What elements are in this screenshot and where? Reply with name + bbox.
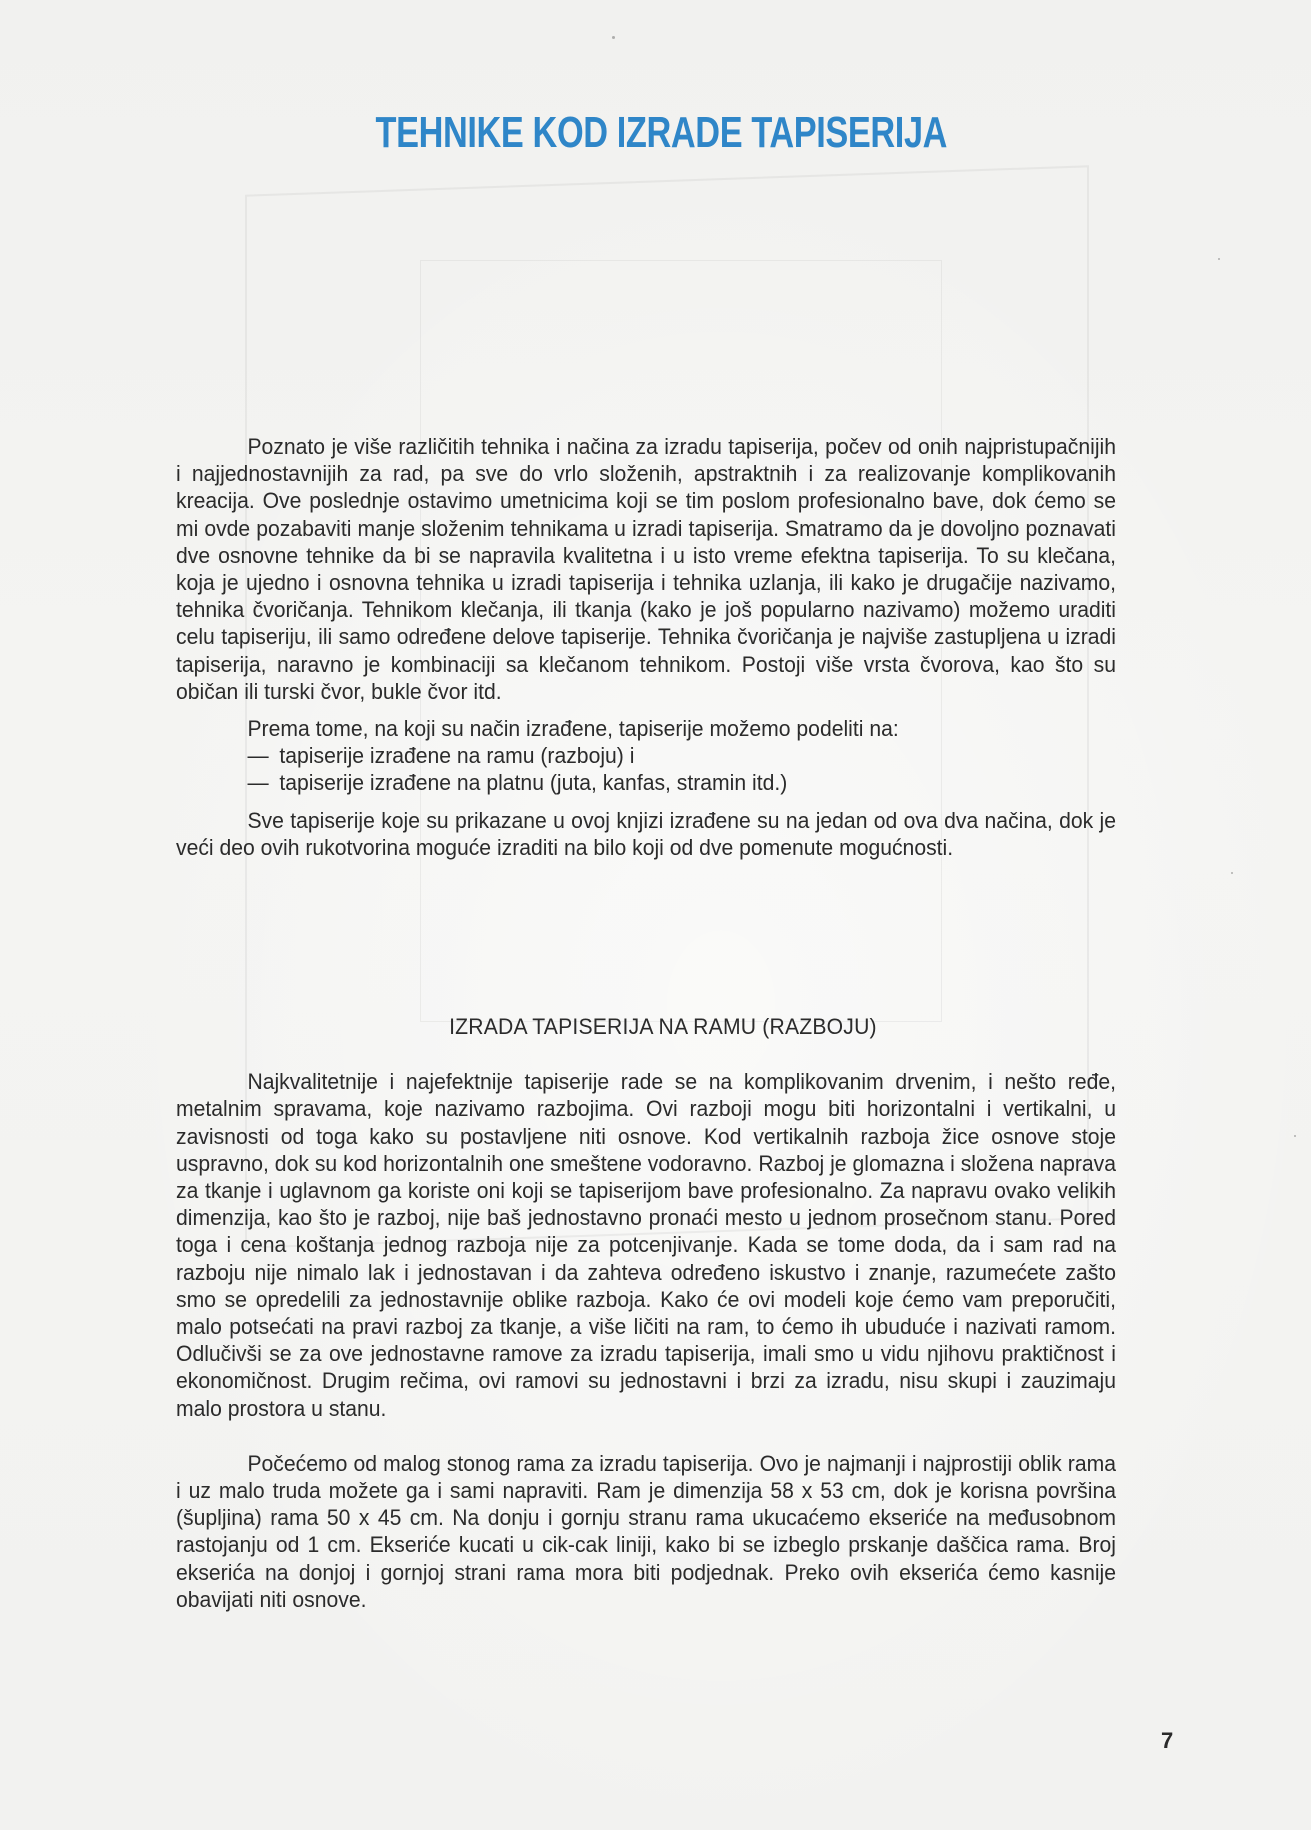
- list-item: [176, 769, 1116, 796]
- list-item-text: tapiserije izrađene na ramu (razboju) i: [279, 743, 635, 769]
- list-dash: —: [247, 743, 269, 769]
- section-frame-weaving: [176, 1013, 1116, 1613]
- summary-paragraph: Sve tapiserije koje su prikazane u ovoj knjizi izrađene su na jedan od ova dva načina, dok je veći deo ovih rukotvorina moguće izraditi na bilo koji od dve pomenute mogućnosti.: [176, 807, 1116, 860]
- table-frame-paragraph: Počećemo od malog stonog rama za izradu tapiserija. Ovo je najmanji i najprostiji oblik rama i uz malo truda možete ga i sami napraviti. Ram je dimenzija 58 x 53 cm, dok je korisna površina (šupljina) rama 50 x 45 cm. Na donju i gornju stranu rama ukucaćemo ekseriće na međusobnom rastojanju od 1 cm. Ekseriće kucati u cik-cak liniji, kako bi se izbeglo prskanje daščica rama. Broj ekserića na donjoj i gornjoj strani rama mora biti podjednak. Preko ovih ekserića ćemo kasnije obavijati niti osnove.: [176, 1450, 1116, 1612]
- paper-speck: [1218, 258, 1220, 260]
- page-title: TEHNIKE KOD IZRADE TAPISERIJA: [375, 108, 948, 157]
- division-lead-paragraph: Prema tome, na koji su način izrađene, tapiserije možemo podeliti na:: [247, 716, 899, 742]
- list-dash: —: [247, 770, 269, 796]
- page-number: 7: [1161, 1728, 1174, 1753]
- paper-speck: [1231, 872, 1233, 874]
- list-item: [176, 742, 1116, 769]
- loom-paragraph: Najkvalitetnije i najefektnije tapiserije rade se na komplikovanim drvenim, i nešto ređe, metalnim spravama, koje nazivamo razbojima. Ovi razboji mogu biti horizontalni i vertikalni, u zavisnosti od toga kako su postavljene niti osnove. Kod vertikalnih razboja žice osnove stoje uspravno, dok su kod horizontalnih one smeštene vodoravno. Razboj je glomazna i složena naprava za tkanje i uglavnom ga koriste oni koji se tapiserijom bave profesionalno. Za napravu ovako velikih dimenzija, kao što je razboj, nije baš jednostavno pronaći mesto u jednom prosečnom stanu. Pored toga i cena koštanja jednog razboja nije za potcenjivanje. Kada se tome doda, da i sam rad na razboju nije nimalo lak i jednostavan i da zahteva određeno iskustvo i znanje, razumećete zašto smo se opredelili za jednostavnije oblike razboja. Kako će ovi modeli koje ćemo vam preporučiti, malo potsećati na pravi razboj za tkanje, a više ličiti na ram, to ćemo ih ubuduće i nazivati ramom. Odlučivši se za ove jednostavne ramove za izradu tapiserija, imali smo u vidu njihovu praktičnost i ekonomičnost. Drugim rečima, ovi ramovi su jednostavni i brzi za izradu, nisu skupi i zauzimaju malo prostora u stanu.: [176, 1069, 1116, 1421]
- list-item-text: tapiserije izrađene na platnu (juta, kanfas, stramin itd.): [279, 770, 788, 796]
- section-heading: IZRADA TAPISERIJA NA RAMU (RAZBOJU): [449, 1014, 877, 1039]
- intro-section: [176, 433, 1116, 861]
- paper-speck: [612, 36, 615, 39]
- intro-paragraph: Poznato je više različitih tehnika i načina za izradu tapiserija, počev od onih najpristupačnijih i najjednostavnijih za rad, pa sve do vrlo složenih, apstraktnih i za realizovanje komplikovanih kreacija. Ove poslednje ostavimo umetnicima koji se tim poslom profesionalno bave, dok ćemo se mi ovde pozabaviti manje složenim tehnikama u izradi tapiserija. Smatramo da je dovoljno poznavati dve osnovne tehnike da bi se napravila kvalitetna i u isto vreme efektna tapiserija. To su klečana, koja je ujedno i osnovna tehnika u izradi tapiserija i tehnika uzlanja, ili kako je drugačije nazivamo, tehnika čvoričanja. Tehnikom klečanja, ili tkanja (kako je još popularno nazivamo) možemo uraditi celu tapiseriju, ili samo određene delove tapiserije. Tehnika čvoričanja je najviše zastupljena u izradi tapiserija, naravno je kombinaciji sa klečanom tehnikom. Postoji više vrsta čvorova, kao što su običan ili turski čvor, bukle čvor itd.: [176, 434, 1116, 704]
- paper-speck: [1294, 1135, 1296, 1137]
